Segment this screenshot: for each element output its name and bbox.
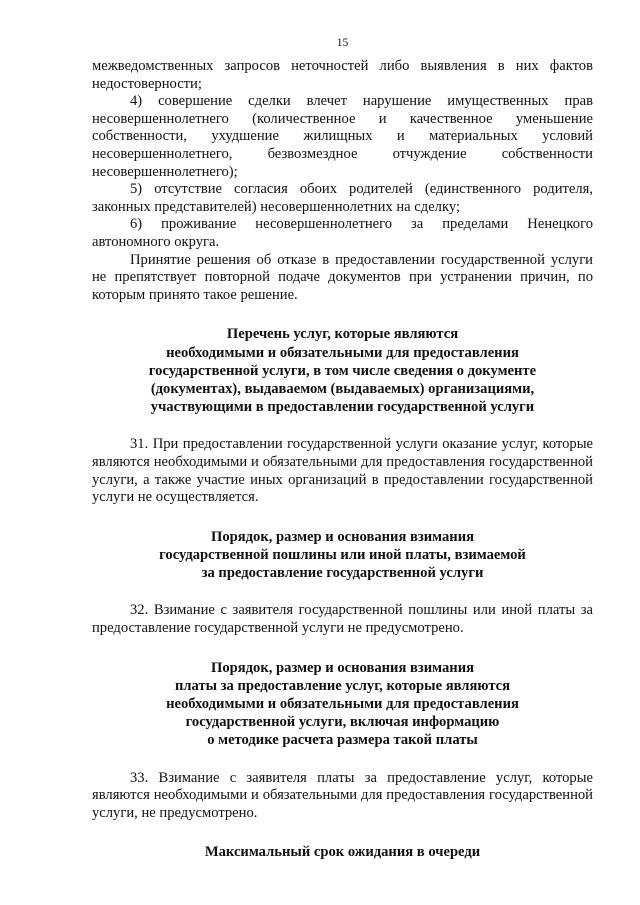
- heading-line: платы за предоставление услуг, которые являются: [174, 677, 511, 694]
- paragraph-31: 31. При предоставлении государственной услуги оказание услуг, которые являются необходимыми и обязательными для предоставления государственной услуги, а также участие иных организаций в предоставлении государственной услуги не осуществляется.: [92, 436, 593, 506]
- section-heading-queue-time: [92, 843, 593, 861]
- heading-line: Порядок, размер и основания взимания: [210, 528, 474, 545]
- list-item-5: 5) отсутствие согласия обоих родителей (единственного родителя, законных представителей) несовершеннолетних на сделку;: [92, 181, 593, 215]
- section-heading-service-fee: [92, 659, 593, 750]
- paragraph-33: 33. Взимание с заявителя платы за предоставление услуг, которые являются необходимыми и обязательными для предоставления государственной услуги, не предусмотрено.: [92, 769, 593, 821]
- heading-line: государственной услуги, включая информацию: [185, 714, 500, 731]
- heading-line: необходимыми и обязательными для предоставления: [166, 344, 519, 361]
- list-item-4: 4) совершение сделки влечет нарушение имущественных прав несовершеннолетнего (количественное и качественное уменьшение собственности, ухудшение жилищных и материальных условий несовершеннолетнего, безвозмездное отчуждение собственности несовершеннолетнего);: [92, 93, 593, 180]
- heading-line: государственной услуги, в том числе сведения о документе: [148, 362, 537, 379]
- heading-line: Перечень услуг, которые являются: [226, 326, 459, 343]
- heading-line: (документах), выдаваемом (выдаваемых) организациями,: [150, 380, 535, 397]
- paragraph-32: 32. Взимание с заявителя государственной пошлины или иной платы за предоставление государственной услуги не предусмотрено.: [92, 602, 593, 636]
- page-number: 15: [336, 37, 349, 49]
- refusal-paragraph: Принятие решения об отказе в предоставлении государственной услуги не препятствует повторной подаче документов при устранении причин, по которым принято такое решение.: [92, 251, 593, 303]
- section-heading-services-list: [92, 325, 593, 416]
- heading-line: Максимальный срок ожидания в очереди: [204, 844, 481, 861]
- heading-line: необходимыми и обязательными для предоставления: [166, 695, 519, 712]
- heading-line: за предоставление государственной услуги: [201, 565, 484, 582]
- section-heading-state-fee: [92, 528, 593, 583]
- heading-line: участвующими в предоставлении государственной услуги: [150, 399, 535, 416]
- heading-line: государственной пошлины или иной платы, взимаемой: [159, 546, 526, 563]
- paragraph-continuation: межведомственных запросов неточностей либо выявления в них фактов недостоверности;: [92, 58, 593, 92]
- list-item-6: 6) проживание несовершеннолетнего за пределами Ненецкого автономного округа.: [92, 216, 593, 250]
- heading-line: о методике расчета размера такой платы: [207, 732, 478, 749]
- heading-line: Порядок, размер и основания взимания: [210, 659, 474, 676]
